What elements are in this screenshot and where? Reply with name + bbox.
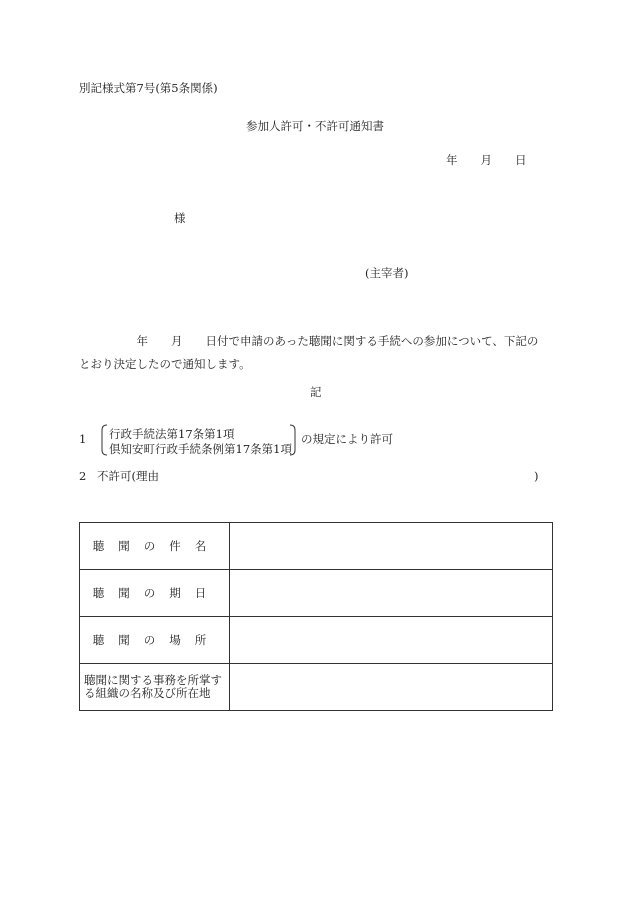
table-row <box>80 523 553 570</box>
hearing-case-name-value <box>230 523 553 570</box>
item1-number: 1 <box>79 432 87 446</box>
hearing-case-name-label: 聴聞の件名 <box>80 523 230 570</box>
item2-number: 2 <box>79 469 87 483</box>
notice-body-line-2: とおり決定したので通知します。 <box>79 357 251 371</box>
hearing-place-label: 聴聞の場所 <box>80 617 230 664</box>
organization-value <box>230 664 553 711</box>
hearing-date-label: 聴聞の期日 <box>80 570 230 617</box>
form-number: 別記様式第7号(第5条関係) <box>79 81 218 95</box>
table-row <box>80 664 553 711</box>
item2-close-paren: ) <box>534 469 539 483</box>
item1-options-bracket <box>99 424 299 456</box>
document-title: 参加人許可・不許可通知書 <box>246 119 384 133</box>
organization-label: 聴聞に関する事務を所掌する組織の名称及び所在地 <box>80 664 230 711</box>
ki-heading: 記 <box>310 385 322 399</box>
issuer-label: (主宰者) <box>365 266 409 280</box>
notice-body <box>79 330 553 376</box>
item1-option-b: 倶知安町行政手続条例第17条第1項 <box>109 442 292 456</box>
notice-body-line-1: 年 月 日付で申請のあった聴聞に関する手続への参加について、下記の <box>79 334 539 348</box>
item1-option-a: 行政手続法第17条第1項 <box>109 427 235 441</box>
table-row <box>80 617 553 664</box>
table-row <box>80 570 553 617</box>
hearing-date-value <box>230 570 553 617</box>
item1-suffix: の規定により許可 <box>301 432 393 446</box>
addressee-suffix: 様 <box>174 211 186 225</box>
hearing-info-table <box>79 522 553 711</box>
item2-text: 不許可(理由 <box>97 469 159 483</box>
hearing-place-value <box>230 617 553 664</box>
date-line: 年 月 日 <box>446 153 527 167</box>
